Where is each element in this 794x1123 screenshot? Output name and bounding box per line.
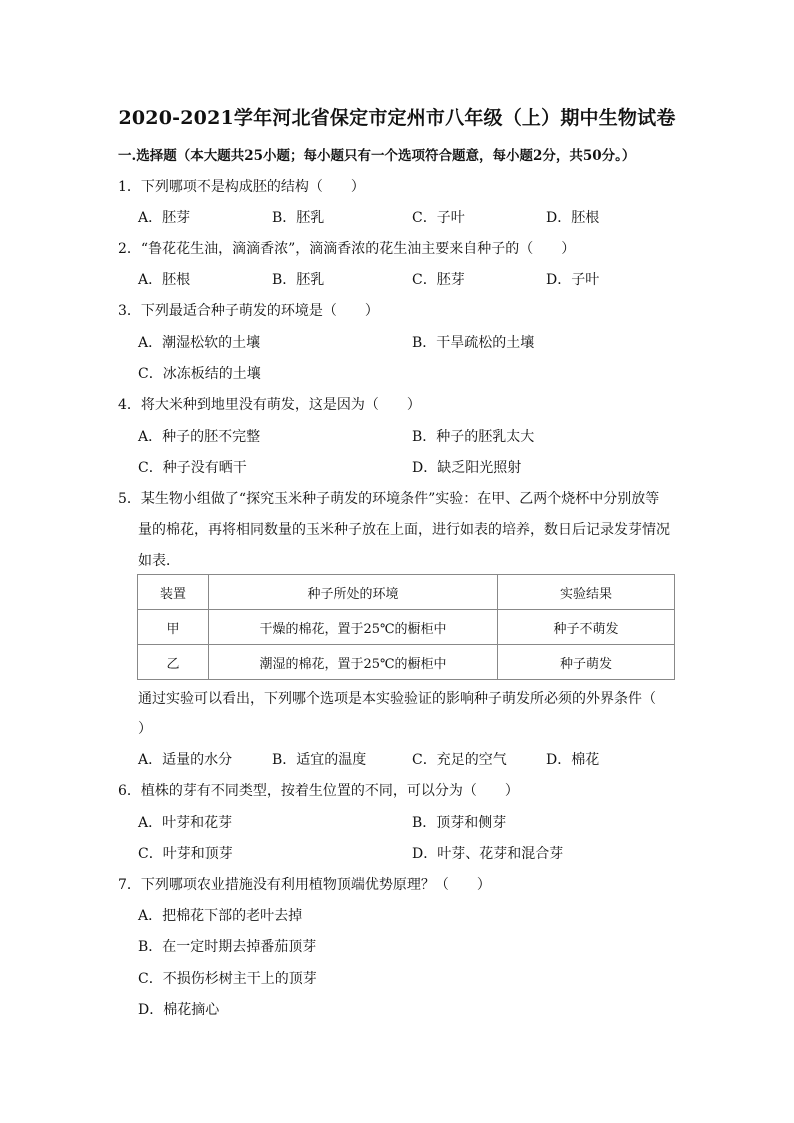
table-cell: 干燥的棉花，置于25℃的橱柜中 [209, 610, 498, 645]
question-1-option-d: D．胚根 [546, 210, 600, 226]
question-3-option-a: A．潮湿松软的土壤 [138, 335, 261, 351]
question-6-option-c: C．叶芽和顶芽 [138, 846, 233, 862]
question-6-stem: 6．植株的芽有不同类型，按着生位置的不同，可以分为（ ） [118, 783, 519, 799]
question-1-stem: 1．下列哪项不是构成胚的结构（ ） [118, 179, 365, 195]
table-row [138, 610, 675, 645]
question-3-option-b: B．干旱疏松的土壤 [412, 335, 535, 351]
table-header-cell: 装置 [138, 575, 209, 610]
question-5-stem-line-2: 量的棉花，再将相同数量的玉米种子放在上面，进行如表的培养，数日后记录发芽情况 [138, 522, 670, 538]
question-3-option-c: C．冰冻板结的土壤 [138, 366, 261, 382]
table-header-cell: 实验结果 [498, 575, 675, 610]
question-5-option-d: D．棉花 [546, 752, 600, 768]
question-7-option-b: B．在一定时期去掉番茄顶芽 [138, 939, 317, 955]
question-5-option-c: C．充足的空气 [412, 752, 507, 768]
question-5-stem-line-1: 5．某生物小组做了“探究玉米种子萌发的环境条件”实验：在甲、乙两个烧杯中分别放等 [118, 491, 660, 507]
question-5-option-b: B．适宜的温度 [272, 752, 367, 768]
table-header-row [138, 575, 675, 610]
question-6-option-a: A．叶芽和花芽 [138, 815, 233, 831]
question-6-option-b: B．顶芽和侧芽 [412, 815, 507, 831]
question-2-option-c: C．胚芽 [412, 272, 465, 288]
question-4-option-a: A．种子的胚不完整 [138, 429, 261, 445]
table-cell: 甲 [138, 610, 209, 645]
table-cell: 种子萌发 [498, 645, 675, 680]
question-5-stem-line-3: 如表． [138, 553, 180, 569]
table-cell: 潮湿的棉花，置于25℃的橱柜中 [209, 645, 498, 680]
question-7-option-d: D．棉花摘心 [138, 1002, 220, 1018]
question-4-option-d: D．缺乏阳光照射 [412, 460, 522, 476]
question-6-option-d: D．叶芽、花芽和混合芽 [412, 846, 564, 862]
question-1-option-b: B．胚乳 [272, 210, 325, 226]
question-2-stem: 2．“鲁花花生油，滴滴香浓”，滴滴香浓的花生油主要来自种子的（ ） [118, 241, 576, 257]
question-4-option-b: B．种子的胚乳太大 [412, 429, 535, 445]
question-7-option-a: A．把棉花下部的老叶去掉 [138, 908, 303, 924]
question-5-followup-line-1: 通过实验可以看出，下列哪个选项是本实验验证的影响种子萌发所必须的外界条件（ [138, 691, 656, 707]
question-2-option-d: D．子叶 [546, 272, 600, 288]
question-4-stem: 4．将大米种到地里没有萌发，这是因为（ ） [118, 397, 421, 413]
experiment-table [137, 574, 675, 680]
question-7-stem: 7．下列哪项农业措施没有利用植物顶端优势原理？（ ） [118, 877, 491, 893]
question-5-option-a: A．适量的水分 [138, 752, 233, 768]
section-heading: 一.选择题（本大题共25小题；每小题只有一个选项符合题意，每小题2分，共50分。） [118, 148, 636, 164]
question-7-option-c: C．不损伤杉树主干上的顶芽 [138, 971, 317, 987]
table-header-cell: 种子所处的环境 [209, 575, 498, 610]
table-cell: 乙 [138, 645, 209, 680]
question-1-option-c: C．子叶 [412, 210, 465, 226]
question-3-stem: 3．下列最适合种子萌发的环境是（ ） [118, 303, 379, 319]
question-2-option-a: A．胚根 [138, 272, 191, 288]
page-title: 2020-2021学年河北省保定市定州市八年级（上）期中生物试卷 [118, 107, 676, 129]
table-cell: 种子不萌发 [498, 610, 675, 645]
question-2-option-b: B．胚乳 [272, 272, 325, 288]
question-1-option-a: A．胚芽 [138, 210, 191, 226]
question-5-followup-line-2: ） [138, 721, 152, 737]
table-row [138, 645, 675, 680]
question-4-option-c: C．种子没有晒干 [138, 460, 247, 476]
